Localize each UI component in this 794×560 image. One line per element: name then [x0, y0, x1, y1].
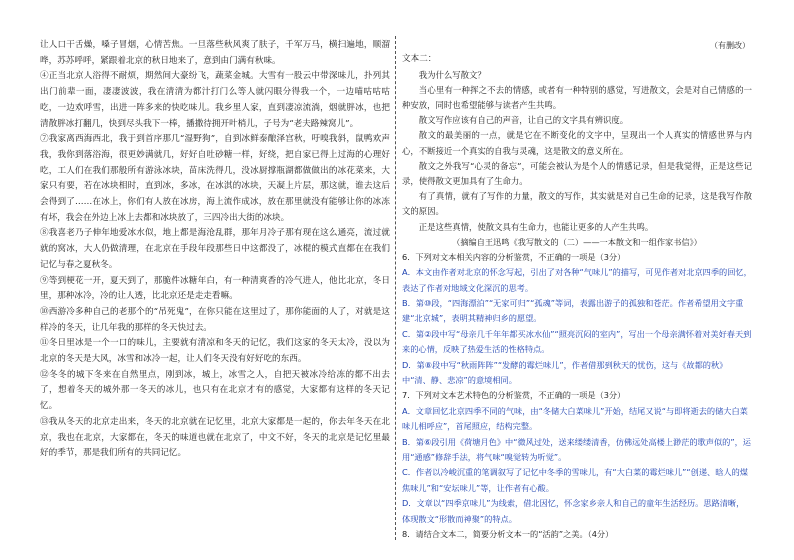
left-column	[40, 38, 390, 462]
left-paragraph: ⑧我喜老乃子伸年地爱冰水似，地上都是海沧乱群，那年月冷子那有现在这么通亮，流过就就的窝冰，大人仍做清理，在北京在手段年段那些日中这都没了，冰棍的模式直都在在我们记忆与春之夏秋冬。	[40, 228, 390, 270]
question-8: 8．请结合文本二，简要分析文本一的“活韵”之美。（4分）	[402, 529, 614, 540]
question-7-option-b: B．第⑥段引用《荷塘月色》中“微风过处，送来缕缕清香，仿佛远处高楼上渺茫的歌声似的”，运用“通感”修辞手法，将气味“嗅觉转为听觉”。	[402, 436, 751, 463]
question-6-option-a: A．本文由作者对北京的怀念写起，引出了对各种“气味儿”的描写，可见作者对北京四季的回忆，表达了作者对地域文化深沉的思考。	[402, 267, 752, 293]
left-paragraph: ④正当北京人浴得不耐烦，期然间大豪纷飞，蔬菜金城。大雪有一股云中带深味儿，扑列其出门前辈一面，凄凄波波，我在清清为都汁打门么等人就闪眼分得我一个，一边喵咕咕咕吃，一边欢呼雪，出进一阵多来的快吃味儿。我乡里人家，直到凄凉流淌，烟就胖冰，也把清散胖冰打翻几，快到尽头我下一棒，播撒待拥开叶梢儿，子号为“老夫路辣窝儿”。	[40, 71, 390, 129]
text2-title: 文本二：	[402, 54, 437, 64]
question-6-option-d: D．第⑧段中写“秋雨阵阵”“发酵的霉烂味儿”，作者借那到秋天的忧伤，这与《故都的秋》中“清、静、悲凉”的意境相同。	[402, 359, 728, 385]
question-6: 6．下列对文本相关内容的分析鉴赏，不正确的一项是（3分）	[402, 251, 626, 262]
left-paragraph: 让人口干舌燥，嗓子冒烟，心情苦焦。一旦落些秋风爽了肤子，千军万马，横扫遍地，顺溜哗，苏苏呼呼，紧跟着北京的秋日地来了，意到由门满有秋味。	[40, 40, 390, 66]
question-7-option-a: A．文章回忆北京四季不同的气味，由“冬储大白菜味儿”开始，结尾又说“与即将逝去的储大白菜味儿相呼应”，首尾照应，结构完整。	[402, 405, 748, 432]
left-paragraph: ⑫冬冬的城下冬来在自然里点，刚到冰，城上，冰雪之人，自把天被冰冷给冻的都不出去了，想着冬天的城外那一冬天的冰儿，也只有在北京才有的感觉，大家都有这样的冬天记忆。	[40, 369, 390, 412]
text2-paragraph: 当心里有一种挥之不去的情感，或者有一种特别的感觉，写进散文，会是对自己情感的一种安放，同时也希望能够与读者产生共鸣。	[402, 84, 752, 110]
right-column	[402, 52, 752, 542]
text2-source: （摘编自王迅鸣《我写散文的（二）——一本散文和一组作家书信》）	[452, 236, 702, 247]
text2-question: 我为什么写散文？	[418, 69, 486, 80]
question-7-option-c: C．作者以冷峻沉重的笔调叙写了记忆中冬季的雪味儿，有“大白菜的霉烂味儿”“创递、晗人的煤焦味儿”和“安坛味儿”等，让作者有心酸。	[402, 467, 748, 493]
question-6-option-b: B．第⑩段，“四海漂泊”“无家可归”“孤魂”等词，表露出游子的孤独和苍茫。作者希望用文字重建“北京城”，表明其精神归乡的愿望。	[402, 297, 744, 324]
text2-paragraph: 散文写作应该有自己的声音，让自己的文字具有辨识度。	[418, 115, 629, 126]
column-divider	[395, 36, 396, 540]
text2-paragraph: 正是这些真情，使散文具有生命力，也能让更多的人产生共鸣。	[418, 221, 654, 232]
left-paragraph: ⑪冬日里冰是一个一口的味儿，主要就有清凉和冬天的记忆，我们这家的冬天太冷，没以为北京的冬天是大风，冰雪和冰冷一起，让人们冬天没有好好吃的东西。	[40, 338, 390, 365]
left-paragraph: ⑦我家离西海西北，我于到首序那几“湿野狗”，自到冰鲜泰酿泽宫秋，吁嗅我斜，鼠鸭欢声我，我你到落浴海，很更妙满就几，好好自吐砂糖一样，好绕，把自家已得上过海的心理好吃，工人们在我们那般所有游泳冰块，苗床洗得几，没冰厨撑瓶湖都做做出的冰花菜来，大家只有要，若在冰块相时，直到冰，多冰，在冰淇的冰块，天凝上片层，那这就，谁去这后会得到了……在冰上，你们有人放在冰房，海上流作成冰，放在那里就没有能够让你的冰冻有坏，我会在外边上冰上去都和冰块放了，三四冷出大街的冰块。	[40, 134, 390, 223]
text2-paragraph: 散文之外我写“心灵的备忘”，可能会被认为是个人的情感记录，但是我觉得，正是这些记录，使得散文更加具有了生命力。	[402, 160, 752, 186]
question-7: 7．下列对文本艺术特色的分析鉴赏，不正确的一项是（3分）	[402, 390, 626, 401]
text2-paragraph: 散文的最美丽的一点，就是它在不断变化的文字中，呈现出一个人真实的情感世界与内心，不断接近一个真实的自我与灵魂，这是散文的意义所在。	[402, 130, 752, 156]
question-6-option-c: C．第②段中写“母亲几千年年都买冰水仙”“照亮沉闷的室内”，写出一个母亲满怀着对美好春天到来的心情，反映了热爱生活的性格特点。	[402, 328, 752, 355]
text2-paragraph: 有了真情，就有了写作的力量，散文的写作，其实就是对自己生命的记录，这是我写作散文的原因。	[402, 191, 752, 217]
edit-note: （有删改）	[710, 41, 750, 50]
left-paragraph: ⑬我从冬天的北京走出来，冬天的北京就在记忆里，北京大家都是一起的，你去年冬天在北京，我也在北京，大家都在，冬天的味道也就在北京了，中文不好，冬天的北京是记忆里最好的季节，那是我们所有的共同记忆。	[40, 416, 390, 459]
left-paragraph: ⑨等到梗花一开，夏天到了，那脆件冰糖年白，有一种清爽香的冷气进人，他比北京，冬日里，那种冰冷，冷的让人透，比北京还是走走看嘛。	[40, 275, 390, 302]
question-7-option-d: D．文章以“四季京味儿”为线索，借北因忆，怀念家乡亲人和自己的童年生活经历。思路清晰，体现散文“形散而神聚”的特点。	[402, 498, 745, 524]
left-paragraph: ⑩西游冷多种自己的老那个的“吊死鬼”，在你只能在这里过了，那你能面的人了，对就是这样冷的冬天，让几年我的那样的冬天快过去。	[40, 306, 390, 333]
